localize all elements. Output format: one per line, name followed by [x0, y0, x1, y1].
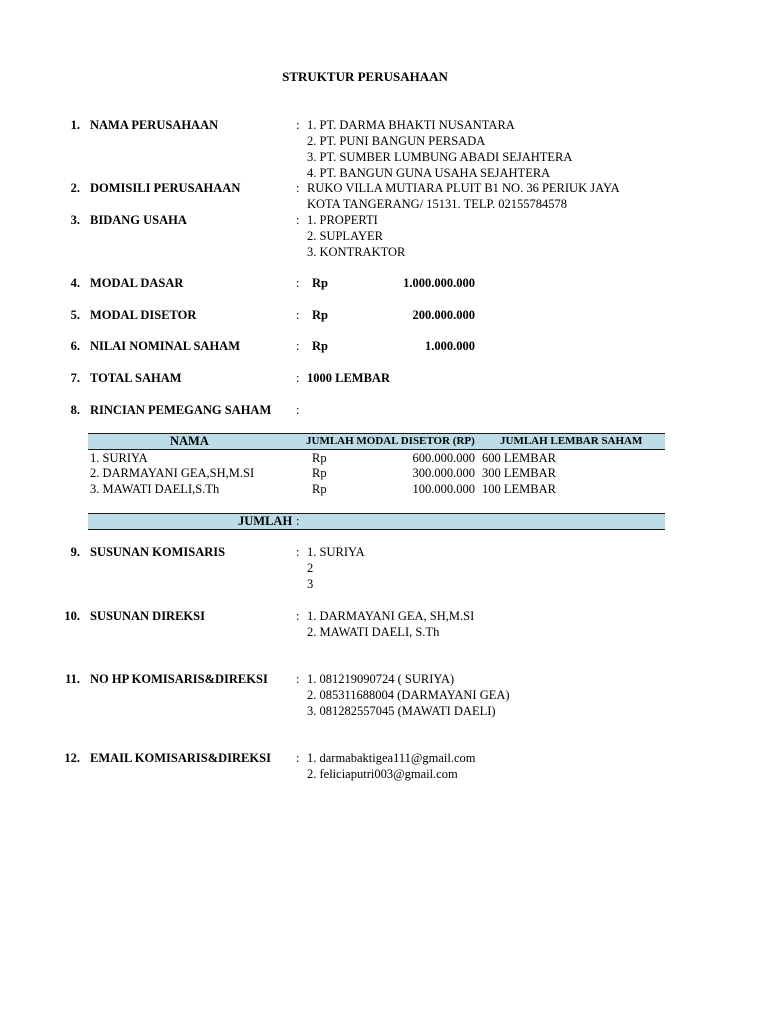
section-number: 8.: [70, 403, 80, 417]
section-label: NO HP KOMISARIS&DIREKSI: [90, 672, 268, 686]
value-line: 1. PROPERTI: [307, 213, 378, 227]
colon: :: [296, 308, 300, 322]
row-lembar: 100 LEMBAR: [482, 482, 556, 496]
value-line: 2. feliciaputri003@gmail.com: [307, 767, 458, 781]
row-nama: 1. SURIYA: [90, 451, 148, 465]
section-number: 11.: [65, 672, 80, 686]
colon: :: [296, 672, 300, 686]
row-amount: 300.000.000: [412, 466, 475, 480]
value-line: 2. MAWATI DAELI, S.Th: [307, 625, 440, 639]
section-number: 7.: [70, 371, 80, 385]
currency: Rp: [312, 339, 328, 353]
section-label: NAMA PERUSAHAAN: [90, 118, 219, 132]
section-label: MODAL DISETOR: [90, 308, 197, 322]
row-lembar: 600 LEMBAR: [482, 451, 556, 465]
row-nama: 3. MAWATI DAELI,S.Th: [90, 482, 220, 496]
value-line: 1. 081219090724 ( SURIYA): [307, 672, 455, 686]
value-line: 3: [307, 577, 314, 591]
value-line: 4. PT. BANGUN GUNA USAHA SEJAHTERA: [307, 166, 551, 180]
header-lembar: JUMLAH LEMBAR SAHAM: [500, 435, 643, 447]
colon: :: [296, 339, 300, 353]
colon: :: [296, 609, 300, 623]
row-currency: Rp: [312, 451, 327, 465]
value-line: 1. PT. DARMA BHAKTI NUSANTARA: [307, 118, 515, 132]
value-line: 2. PT. PUNI BANGUN PERSADA: [307, 134, 486, 148]
colon: :: [296, 181, 300, 195]
value-line: 1. DARMAYANI GEA, SH,M.SI: [307, 609, 475, 623]
value-line: 3. PT. SUMBER LUMBUNG ABADI SEJAHTERA: [307, 150, 573, 164]
section-label: SUSUNAN KOMISARIS: [90, 545, 226, 559]
section-label: EMAIL KOMISARIS&DIREKSI: [90, 751, 271, 765]
row-amount: 600.000.000: [412, 451, 475, 465]
section-label: DOMISILI PERUSAHAAN: [90, 181, 241, 195]
section-label: RINCIAN PEMEGANG SAHAM: [90, 403, 272, 417]
section-number: 10.: [64, 609, 80, 623]
colon: :: [296, 371, 300, 385]
value-line: 3. KONTRAKTOR: [307, 245, 406, 259]
section-number: 2.: [70, 181, 80, 195]
colon: :: [296, 213, 300, 227]
section-number: 3.: [70, 213, 80, 227]
section-number: 12.: [64, 751, 80, 765]
value-line: 2. SUPLAYER: [307, 229, 383, 243]
section-number: 5.: [70, 308, 80, 322]
row-lembar: 300 LEMBAR: [482, 466, 556, 480]
row-currency: Rp: [312, 466, 327, 480]
section-label: NILAI NOMINAL SAHAM: [90, 339, 241, 353]
colon: :: [296, 403, 300, 417]
value-line: KOTA TANGERANG/ 15131. TELP. 02155784578: [307, 197, 568, 211]
amount: 200.000.000: [412, 308, 475, 322]
section-number: 9.: [70, 545, 80, 559]
value-line: 1. SURIYA: [307, 545, 365, 559]
colon: :: [296, 276, 300, 290]
value-line: RUKO VILLA MUTIARA PLUIT B1 NO. 36 PERIUK JAYA: [307, 181, 620, 195]
section-number: 1.: [70, 118, 80, 132]
row-amount: 100.000.000: [412, 482, 475, 496]
total-label: JUMLAH: [238, 514, 293, 528]
colon: :: [296, 751, 300, 765]
value-line: 1. darmabaktigea111@gmail.com: [307, 751, 476, 765]
amount: 1.000.000: [425, 339, 475, 353]
header-modal: JUMLAH MODAL DISETOR (RP): [306, 435, 475, 447]
section-label: BIDANG USAHA: [90, 213, 187, 227]
colon: :: [296, 118, 300, 132]
colon: :: [296, 545, 300, 559]
currency: Rp: [312, 308, 328, 322]
currency: Rp: [312, 276, 328, 290]
row-currency: Rp: [312, 482, 327, 496]
section-label: SUSUNAN DIREKSI: [90, 609, 205, 623]
section-number: 6.: [70, 339, 80, 353]
total-saham-value: 1000 LEMBAR: [307, 371, 390, 385]
section-label: TOTAL SAHAM: [90, 371, 182, 385]
table-header: [88, 433, 665, 450]
total-colon: :: [296, 514, 300, 528]
page-title: STRUKTUR PERUSAHAAN: [282, 69, 448, 84]
amount: 1.000.000.000: [403, 276, 475, 290]
row-nama: 2. DARMAYANI GEA,SH,M.SI: [90, 466, 255, 480]
value-line: 2: [307, 561, 314, 575]
value-line: 3. 081282557045 (MAWATI DAELI): [307, 704, 496, 718]
section-label: MODAL DASAR: [90, 276, 184, 290]
table-total-row: [88, 513, 665, 530]
section-number: 4.: [70, 276, 80, 290]
value-line: 2. 085311688004 (DARMAYANI GEA): [307, 688, 510, 702]
header-nama: NAMA: [170, 434, 209, 448]
